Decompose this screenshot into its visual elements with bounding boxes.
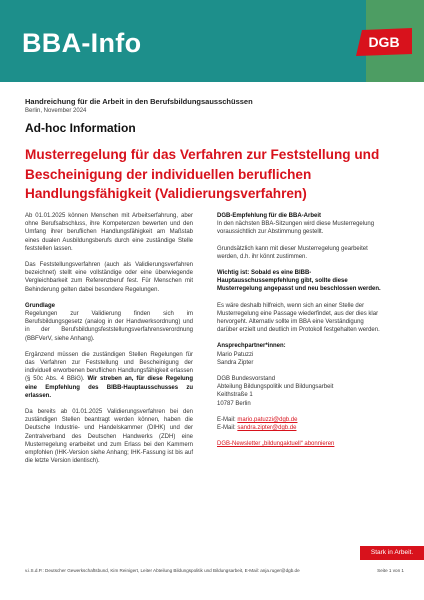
newsletter-link[interactable]: DGB-Newsletter „bildungaktuell“ abonnieren xyxy=(217,441,335,448)
email-link-patuzzi[interactable]: mario.patuzzi@dgb.de xyxy=(237,416,298,423)
dgb-logo xyxy=(356,28,412,56)
suggestion-paragraph: Es wäre deshalb hilfreich, wenn sich an einer Stelle der Musterregelung eine Passage wiederfindet, aus der dies klar hervorgeht. Alternativ sollte im BBA eine Verständigung darüber erzielt und deutlich im Protokoll festgehalten werden. xyxy=(217,302,380,334)
model-paragraph: Da bereits ab 01.01.2025 Validierungsverfahren bei den zuständigen Stellen beantragt werden können, haben die Deutsche Industrie- und Handelskammer (DIHK) und der Zentralverband des Deutschen Handwerks (ZDH) eine Musterregelung erarbeitet und zum Erlass bei den Kammern empfohlen (IHK-Version siehe Anhang; IHK-Fassung ist bis auf die letzte Version identisch). xyxy=(25,409,193,465)
logo-text: DGB xyxy=(368,34,400,50)
regulation-text: Ergänzend müssen die zuständigen Stellen Regelungen für das Verfahren zur Feststellung und Bescheinigung der individuell erworbenen beruflichen Handlungsfähigkeit erlassen (§ 50c Abs. 4 BBiG). xyxy=(25,351,193,383)
email-paragraph xyxy=(217,416,385,432)
email-label: E-Mail: xyxy=(217,416,236,423)
address-paragraph xyxy=(217,375,385,408)
newsletter-paragraph xyxy=(217,440,385,448)
contacts-heading: Ansprechpartner*innen: xyxy=(217,343,286,350)
address-line: 10787 Berlin xyxy=(217,400,251,407)
slogan-badge: Stark in Arbeit. xyxy=(360,546,424,560)
headline: Musterregelung für das Verfahren zur Feststellung und Bescheinigung der individuellen beruflichen Handlungsfähigkeit (Validierungsverfahren) xyxy=(25,147,380,201)
header-banner xyxy=(0,0,424,82)
regulation-paragraph xyxy=(25,351,193,400)
approval-paragraph: Grundsätzlich kann mit dieser Musterregelung gearbeitet werden, d.h. ihr könnt zustimmen. xyxy=(217,245,368,260)
address-line: Keithstraße 1 xyxy=(217,392,253,399)
basis-paragraph xyxy=(25,302,193,343)
section-label: Ad-hoc Information xyxy=(25,121,136,135)
contacts-paragraph xyxy=(217,342,385,367)
email-link-zipter[interactable]: sandra.zipter@dgb.de xyxy=(237,425,297,432)
right-column xyxy=(217,212,385,456)
address-line: Abteilung Bildungspolitik und Bildungsarbeit xyxy=(217,384,334,391)
important-paragraph: Wichtig ist: Sobald es eine BIBB-Hauptausschussempfehlung gibt, sollte diese Musterregelung angepasst und neu beschlossen werden. xyxy=(217,270,381,293)
contact-name: Mario Patuzzi xyxy=(217,351,254,358)
publication-title: BBA-Info xyxy=(22,28,142,58)
recommendation-paragraph xyxy=(217,212,385,237)
email-label: E-Mail: xyxy=(217,425,236,432)
document-date: Berlin, November 2024 xyxy=(25,108,87,114)
basis-text: Regelungen zur Validierung finden sich im Berufsbildungsgesetz (analog in der Handwerksordnung) und in der Berufsbildungsfeststellungsverfahrensverordnung (BBFVerV, siehe Anhang). xyxy=(25,311,193,342)
footer-imprint: v.i.S.d.P.: Deutscher Gewerkschaftsbund, Kim Reinigert, Leiter Abteilung Bildungspolitik und Bildungsarbeit, E-Mail: anja.ruger@dgb.de xyxy=(25,568,300,573)
recommendation-text: In den nächsten BBA-Sitzungen wird diese Musterregelung voraussichtlich zur Abstimmung gestellt. xyxy=(217,221,375,236)
procedure-paragraph: Das Feststellungsverfahren (auch als Validierungsverfahren bezeichnet) stellt eine vollständige oder eine überwiegende Vergleichbarkeit zum Referenzberuf fest. Für Menschen mit Behinderung gelten dabei besondere Regelungen. xyxy=(25,262,193,293)
intro-paragraph: Ab 01.01.2025 können Menschen mit Arbeitserfahrung, aber ohne Berufsabschluss, ihre Kompetenzen bewerten und den Umfang ihrer beruflichen Handlungsfähigkeit am Maßstab eines dualen Ausbildungsberufs durch eine zuständige Stelle feststellen lassen. xyxy=(25,213,193,252)
page-number: Seite 1 von 1 xyxy=(377,568,404,573)
basis-heading: Grundlage xyxy=(25,302,56,309)
recommendation-heading: DGB-Empfehlung für die BBA-Arbeit xyxy=(217,213,321,219)
contact-name: Sandra Zipter xyxy=(217,359,254,366)
address-line: DGB Bundesvorstand xyxy=(217,376,276,383)
left-column xyxy=(25,212,193,473)
regulation-goal: Wir streben an, für diese Regelung eine Empfehlung des BIBB-Hauptausschusses zu erlassen. xyxy=(25,376,193,399)
document-meta xyxy=(25,97,405,114)
document-subtitle: Handreichung für die Arbeit in den Berufsbildungsausschüssen xyxy=(25,97,253,106)
